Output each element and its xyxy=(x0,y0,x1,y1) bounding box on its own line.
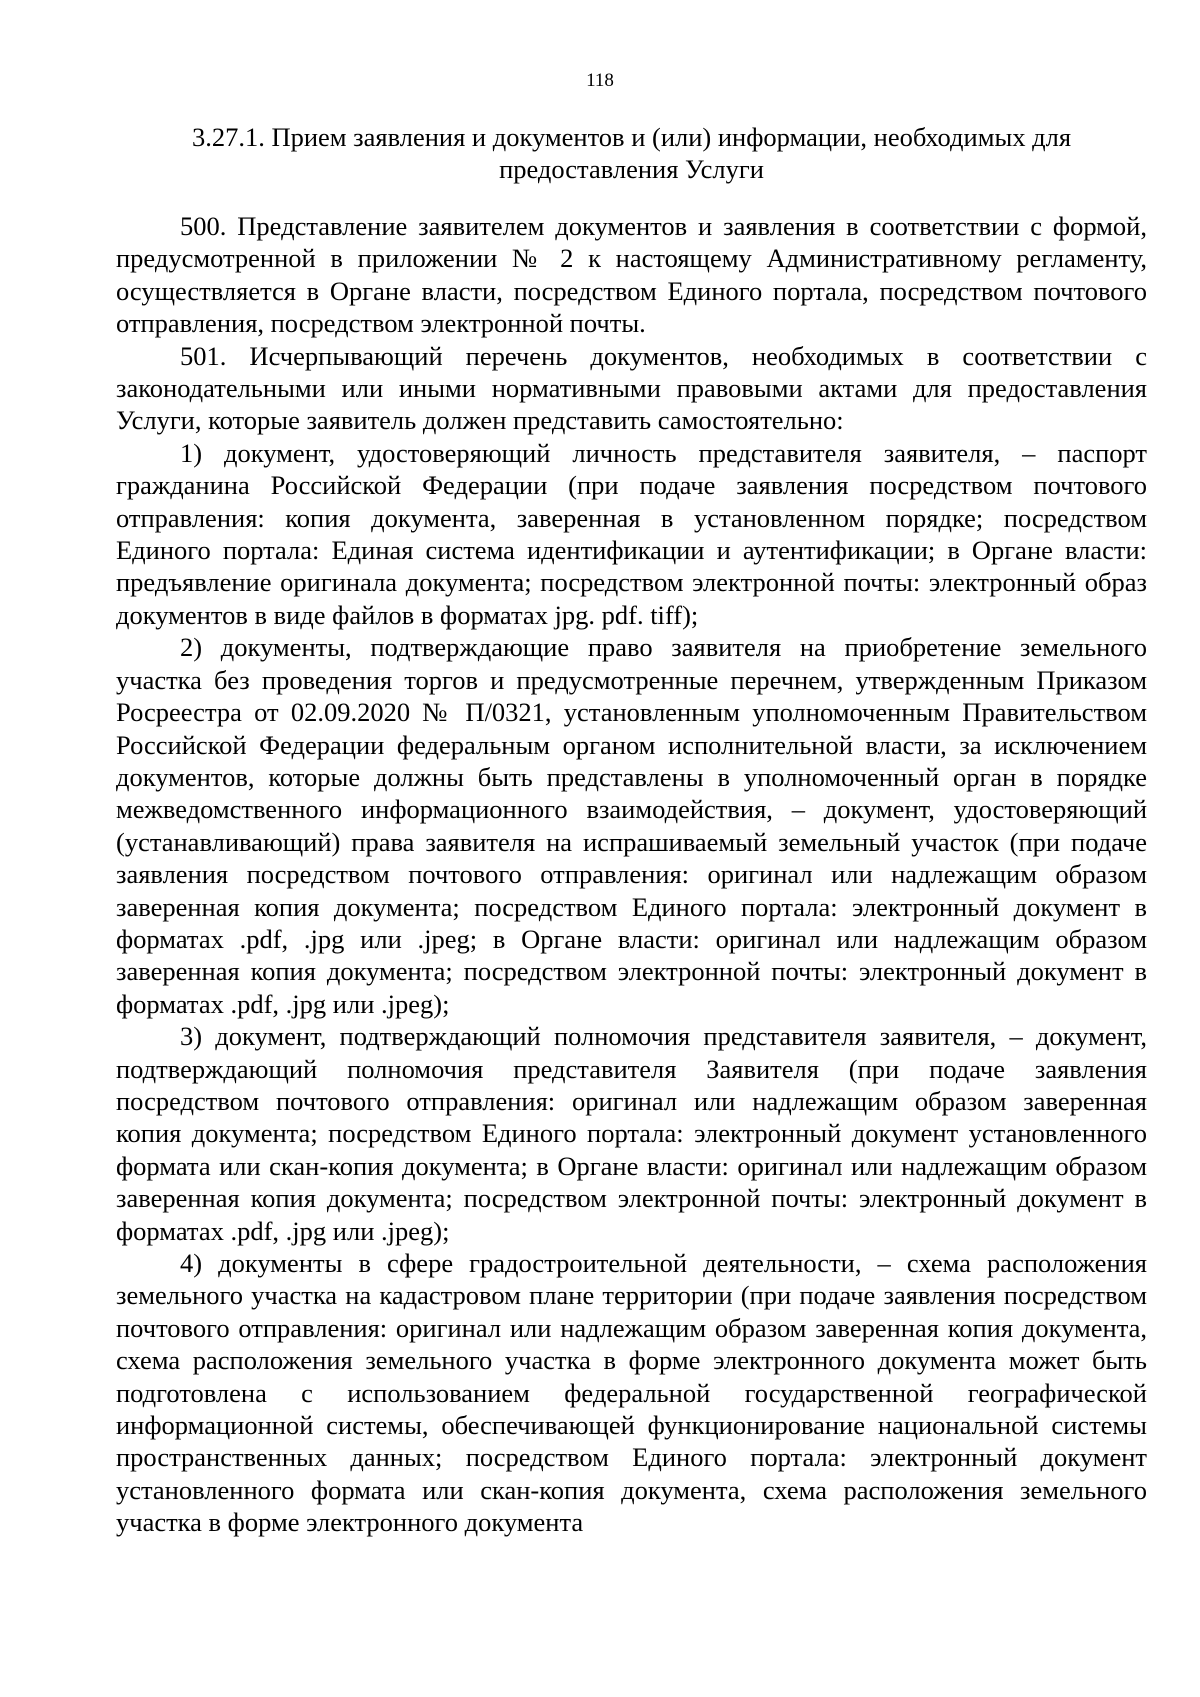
section-heading: 3.27.1. Прием заявления и документов и (или) информации, необходимых для предоставления Услуги xyxy=(191,122,1072,184)
page-number: 118 xyxy=(586,70,614,91)
document-body xyxy=(116,210,1147,1539)
list-item-1: 1) документ, удостоверяющий личность представителя заявителя, – паспорт гражданина Российской Федерации (при подаче заявления посредством почтового отправления: копия документа, заверенная в установленном порядке; посредством Единого портала: Единая система идентификации и аутентификации; в Органе власти: предъявление оригинала документа; посредством электронной почты: электронный образ документов в виде файлов в форматах jpg. pdf. tiff); xyxy=(116,437,1147,630)
list-item-3: 3) документ, подтверждающий полномочия представителя заявителя, – документ, подтверждающий полномочия представителя Заявителя (при подаче заявления посредством почтового отправления: оригинал или надлежащим образом заверенная копия документа; посредством Единого портала: электронный документ установленного формата или скан-копия документа; в Органе власти: оригинал или надлежащим образом заверенная копия документа; посредством электронной почты: электронный документ в форматах .pdf, .jpg или .jpeg); xyxy=(116,1021,1147,1246)
paragraph-500: 500. Представление заявителем документов и заявления в соответствии с формой, предусмотренной в приложении № 2 к настоящему Административному регламенту, осуществляется в Органе власти, посредством Единого портала, посредством почтового отправления, посредством электронной почты. xyxy=(116,211,1147,339)
list-item-2: 2) документы, подтверждающие право заявителя на приобретение земельного участка без проведения торгов и предусмотренные перечнем, утвержденным Приказом Росреестра от 02.09.2020 № П/0321, установленным уполномоченным Правительством Российской Федерации федеральным органом исполнительной власти, за исключением документов, которые должны быть представлены в уполномоченный орган в порядке межведомственного информационного взаимодействия, – документ, удостоверяющий (устанавливающий) права заявителя на испрашиваемый земельный участок (при подаче заявления посредством почтового отправления: оригинал или надлежащим образом заверенная копия документа; посредством Единого портала: электронный документ в форматах .pdf, .jpg или .jpeg; в Органе власти: оригинал или надлежащим образом заверенная копия документа; посредством электронной почты: электронный документ в форматах .pdf, .jpg или .jpeg); xyxy=(116,632,1147,1019)
list-item-4: 4) документы в сфере градостроительной деятельности, – схема расположения земельного участка на кадастровом плане территории (при подаче заявления посредством почтового отправления: оригинал или надлежащим образом заверенная копия документа, схема расположения земельного участка в форме электронного документа может быть подготовлена с использованием федеральной государственной географической информационной системы, обеспечивающей функционирование национальной системы пространственных данных; посредством Единого портала: электронный документ установленного формата или скан-копия документа, схема расположения земельного участка в форме электронного документа xyxy=(116,1248,1147,1538)
paragraph-501: 501. Исчерпывающий перечень документов, необходимых в соответствии с законодательными или иными нормативными правовыми актами для предоставления Услуги, которые заявитель должен представить самостоятельно: xyxy=(116,340,1147,436)
